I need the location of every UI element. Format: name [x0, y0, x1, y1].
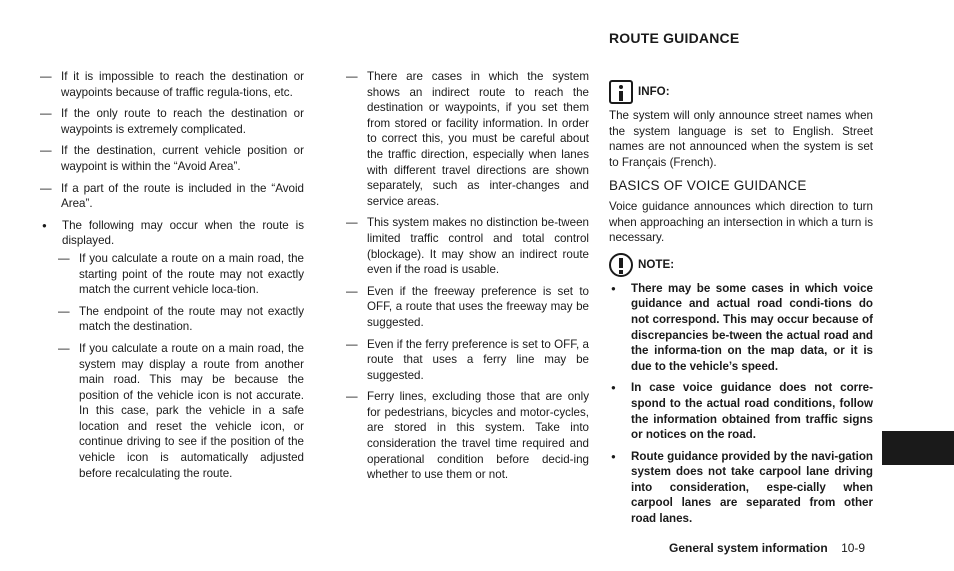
dash-item: — If the only route to reach the destination or waypoints is extremely complicated. — [40, 106, 304, 137]
note-label: NOTE: — [638, 257, 675, 271]
bullet-item: ● The following may occur when the route is displayed. — [40, 218, 304, 249]
column-right — [609, 85, 873, 533]
info-icon — [609, 80, 633, 104]
note-bullet: ● Route guidance provided by the navi-gation system does not take carpool lane driving into consideration, espe-cially when carpool lanes are separated from other road lanes. — [609, 449, 873, 527]
dash-item: — This system makes no distinction be-tween limited traffic control and total control (blockage). It may show an indirect route even if the road is usable. — [346, 215, 589, 277]
dash-item: — Even if the freeway preference is set to OFF, a route that uses the freeway may be suggested. — [346, 284, 589, 331]
section-title: ROUTE GUIDANCE — [609, 30, 740, 46]
dash-item: — If you calculate a route on a main road, the system may display a route from another main road. This may be because the position of the vehicle icon is not accurate. In this case, park the vehicle in a safe location and reset the vehicle icon, or continue driving to see if the position of the vehicle icon is automatically adjusted before recalculating the route. — [58, 341, 304, 481]
dash-item: — If you calculate a route on a main road, the starting point of the route may not exactly match the current vehicle loca-tion. — [58, 251, 304, 298]
page-footer — [669, 541, 865, 555]
info-text: The system will only announce street names when the system language is set to English. Street names are not announced when the system is set to Français (French). — [609, 109, 873, 169]
subheading-basics: BASICS OF VOICE GUIDANCE — [609, 178, 807, 194]
dash-item: — There are cases in which the system shows an indirect route to reach the destination or waypoints, if you set them from stored or facility information. In order to correct this, you must be careful about the traffic direction, especially when lanes with different travel directions are shown separately, such as inter-changes and service areas. — [346, 69, 589, 209]
info-heading — [609, 80, 873, 104]
bullet-sublist — [40, 251, 304, 481]
dash-item: — If it is impossible to reach the destination or waypoints because of traffic regula-tions, etc. — [40, 69, 304, 100]
warning-icon — [609, 253, 633, 277]
dash-item: — Ferry lines, excluding those that are only for pedestrians, bicycles and motor-cycles, are stored in this system. Take into consideration the travel time required and operational condition before decid-ing whether to use them or not. — [346, 389, 589, 483]
info-label: INFO: — [638, 85, 670, 99]
note-heading — [609, 253, 873, 277]
footer-label: General system information — [669, 541, 828, 555]
dash-item: — Even if the ferry preference is set to OFF, a route that uses a ferry line may be suggested. — [346, 337, 589, 384]
dash-item: — If the destination, current vehicle position or waypoint is within the “Avoid Area”. — [40, 143, 304, 174]
column-middle — [346, 69, 589, 489]
basics-text: Voice guidance announces which direction to turn when approaching an intersection in which a turn is necessary. — [609, 199, 873, 245]
chapter-tab — [882, 431, 954, 465]
column-left — [40, 69, 304, 487]
note-bullet: ● There may be some cases in which voice guidance and actual road condi-tions do not correspond. This may occur because of discrepancies be-tween the actual road and the informa-tion on the map data, or it is due to the vehicle’s speed. — [609, 281, 873, 375]
note-bullet: ● In case voice guidance does not corre-spond to the actual road conditions, follow the information obtained from traffic signs or notices on the road. — [609, 380, 873, 442]
dash-item: — The endpoint of the route may not exactly match the destination. — [58, 304, 304, 335]
page-number: 10-9 — [841, 541, 866, 555]
dash-item: — If a part of the route is included in the “Avoid Area”. — [40, 181, 304, 212]
